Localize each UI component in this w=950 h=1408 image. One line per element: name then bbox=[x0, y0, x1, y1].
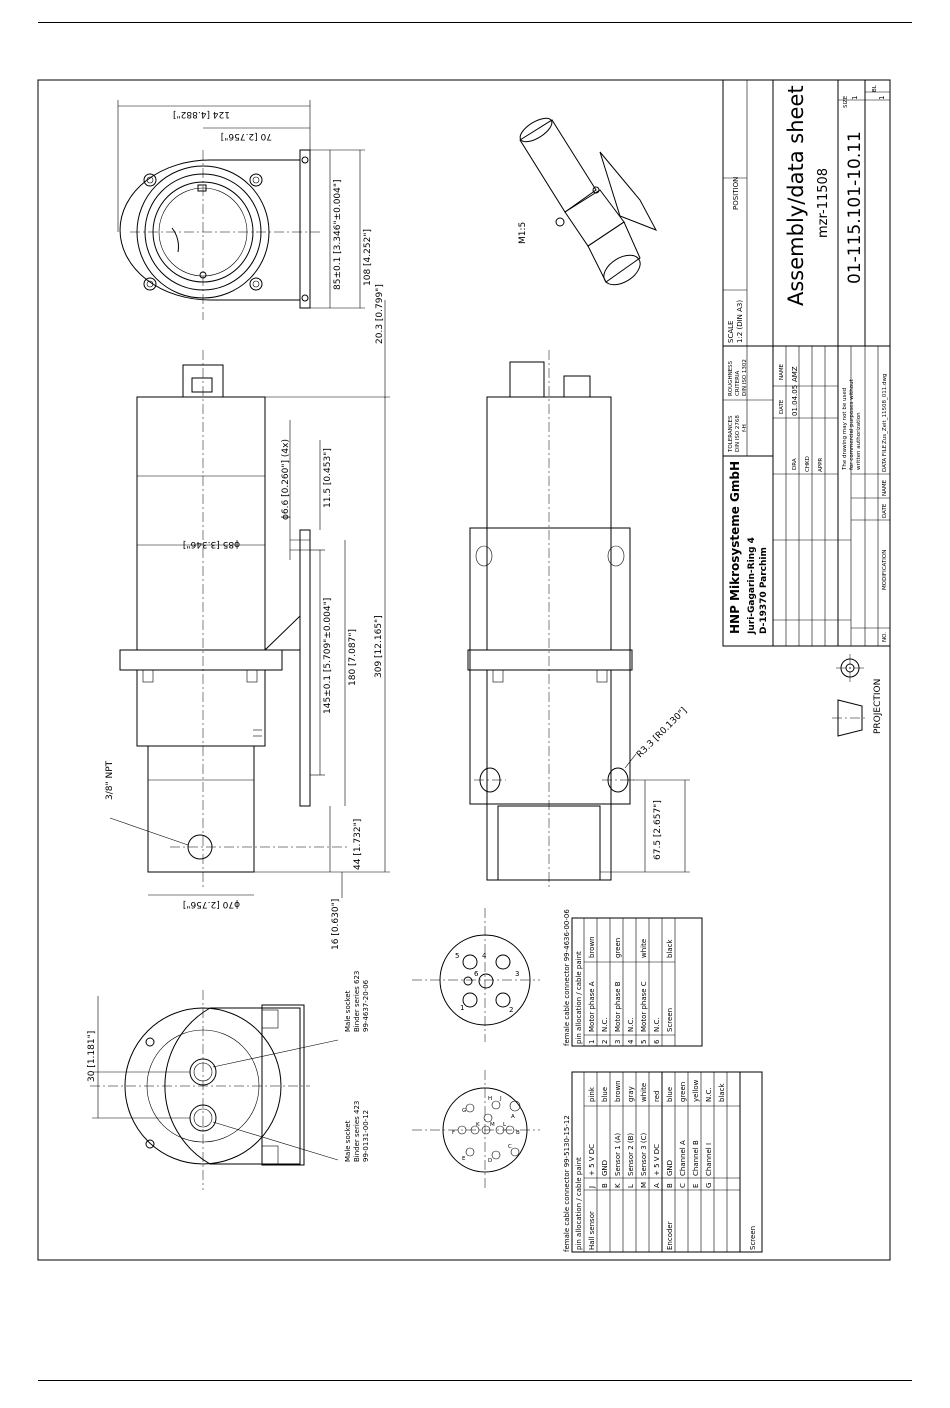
pin12-label-h: H bbox=[488, 1096, 493, 1102]
pin12-label-j: J bbox=[500, 1096, 502, 1102]
sensor-pin-color: gray bbox=[627, 1086, 635, 1102]
drawing-number: 01-115.101-10.11 bbox=[845, 131, 865, 284]
socket-labels bbox=[344, 971, 370, 1162]
isometric-view bbox=[516, 114, 656, 291]
end-view-top-dims bbox=[118, 100, 385, 398]
dim-124: 124 [4.882"] bbox=[173, 109, 230, 119]
sensor-pin-letter: L bbox=[627, 1184, 635, 1188]
motor-pin-number: 5 bbox=[640, 1039, 648, 1044]
motor-table-caption: female cable connector 99-4636-00-06 bbox=[563, 909, 571, 1046]
drawing-subtitle: mzr-11508 bbox=[816, 167, 831, 238]
sensor-pin-function: Sensor 1 (A) bbox=[614, 1132, 622, 1176]
sensor-pin-letter: G bbox=[705, 1182, 713, 1188]
sensor-pin-letter: E bbox=[692, 1183, 700, 1188]
motor-pin-color: green bbox=[614, 937, 622, 958]
tolerances-standard: DIN ISO 2768 bbox=[735, 415, 741, 452]
dim-70-top: 70 [2.756"] bbox=[220, 131, 272, 141]
dim-20-3: 20.3 [0.799"] bbox=[375, 284, 385, 344]
sensor-pin-letter: M bbox=[640, 1181, 648, 1188]
sensor-pin-color: brown bbox=[614, 1080, 622, 1102]
company-city: D-19370 Parchim bbox=[759, 547, 769, 634]
chkd-label: CHKD bbox=[805, 456, 811, 472]
dra-name: AMZ bbox=[791, 366, 799, 382]
iso-scale: M1:5 bbox=[518, 221, 528, 244]
scale-value: 1:2 (DIN A3) bbox=[736, 299, 744, 343]
sensor-pin-color: blue bbox=[601, 1086, 609, 1102]
dim-145-tolerance: 145±0.1 [5.709"±0.004"] bbox=[323, 597, 333, 714]
notice-line-3: written authorization bbox=[856, 412, 862, 470]
socket423-line3: 99-0131-00-12 bbox=[362, 1109, 370, 1162]
sensor-pin-function: + 5 V DC bbox=[588, 1143, 596, 1176]
motor-pin-number: 3 bbox=[614, 1039, 622, 1044]
pin12-label-e: E bbox=[462, 1156, 466, 1162]
date-label: DATE bbox=[779, 399, 785, 414]
size-label: SIZE bbox=[843, 95, 849, 108]
motor-pin-table bbox=[563, 909, 702, 1046]
socket423-line1: Male socket bbox=[344, 1120, 352, 1162]
dim-r3-3: R3.3 [R0.130"] bbox=[635, 705, 690, 761]
pin6-label-3: 3 bbox=[515, 970, 520, 978]
position-label: POSITION bbox=[732, 176, 740, 210]
pin12-label-a: A bbox=[511, 1114, 515, 1120]
pin12-label-c: C bbox=[508, 1144, 512, 1150]
motor-pin-function: Motor phase B bbox=[614, 981, 622, 1032]
dim-44: 44 [1.732"] bbox=[353, 818, 363, 870]
dim-85-tolerance: 85±0.1 [3.346"±0.004"] bbox=[333, 179, 343, 290]
projection-label: PROJECTION bbox=[873, 678, 883, 734]
motor-pin-color: white bbox=[640, 938, 648, 958]
sensor-table-header: pin allocation / cable paint bbox=[575, 1157, 583, 1250]
modification-label: MODIFICATION bbox=[882, 549, 888, 590]
sensor-pin-color: pink bbox=[588, 1087, 596, 1102]
company-name: HNP Mikrosysteme GmbH bbox=[728, 460, 742, 634]
motor-pin-number: 1 bbox=[588, 1039, 596, 1044]
pin6-label-6: 6 bbox=[474, 970, 479, 978]
pin6-label-2: 2 bbox=[509, 1006, 514, 1014]
dim-309: 309 [12.165"] bbox=[374, 615, 384, 678]
pin12-label-d: D bbox=[488, 1158, 493, 1164]
dra-label: DRA bbox=[792, 458, 798, 470]
connector-6pin-diagram bbox=[412, 908, 540, 1042]
sensor-pin-color: blue bbox=[666, 1086, 674, 1102]
pin6-label-5: 5 bbox=[455, 952, 460, 960]
roughness-criteria: CRITERIA bbox=[735, 370, 741, 396]
sensor-pin-color: yellow bbox=[692, 1079, 700, 1102]
sensor-pin-color: N.C. bbox=[705, 1087, 713, 1102]
motor-pin-color: black bbox=[666, 939, 674, 958]
sensor-pin-function: + 5 V DC bbox=[653, 1143, 661, 1176]
sensor-pin-function: Channel A bbox=[679, 1140, 687, 1176]
sensor-pin-table bbox=[563, 1072, 762, 1252]
name-label: NAME bbox=[779, 363, 785, 380]
front-side-view-dims bbox=[600, 706, 690, 872]
sensor-pin-function: Sensor 3 (C) bbox=[640, 1132, 648, 1176]
pin12-label-k: K bbox=[476, 1122, 480, 1128]
motor-pin-number: 4 bbox=[627, 1039, 635, 1044]
connector-12pin-diagram bbox=[412, 1070, 540, 1190]
motor-pin-function: Motor phase C bbox=[640, 981, 648, 1032]
group-hall-sensor: Hall sensor bbox=[588, 1211, 596, 1250]
end-view-bottom bbox=[87, 990, 338, 1190]
sheet-label: BL bbox=[872, 85, 878, 92]
roughness-standard: DIN ISO 1302 bbox=[742, 359, 748, 396]
dim-11-5: 11.5 [0.453"] bbox=[323, 448, 333, 508]
socket623-line3: 99-4637-20-06 bbox=[362, 979, 370, 1032]
sensor-pin-letter: C bbox=[679, 1183, 687, 1188]
motor-pin-function: Screen bbox=[666, 1007, 674, 1032]
sensor-pin-color: black bbox=[718, 1083, 726, 1102]
sensor-pin-function: GND bbox=[601, 1159, 609, 1176]
dra-date: 01.04.05 bbox=[791, 384, 799, 416]
tolerances-label: TOLERANCES bbox=[728, 415, 734, 452]
sensor-pin-letter: B bbox=[666, 1183, 674, 1188]
company-street: Juri-Gagarin-Ring 4 bbox=[747, 537, 757, 634]
pin6-label-1: 1 bbox=[460, 1004, 465, 1012]
sensor-pin-letter: B bbox=[601, 1183, 609, 1188]
pin12-label-b: B bbox=[516, 1130, 520, 1136]
roughness-label: ROUGHNESS bbox=[728, 360, 734, 396]
motor-pin-function: N.C. bbox=[627, 1017, 635, 1032]
sensor-pin-letter: J bbox=[588, 1185, 596, 1188]
motor-pin-number: 6 bbox=[653, 1039, 661, 1044]
sensor-pin-function: Channel I bbox=[705, 1142, 713, 1176]
sensor-pin-function: Sensor 2 (B) bbox=[627, 1132, 635, 1176]
sensor-pin-letter: K bbox=[614, 1183, 622, 1188]
notice-line-2: for commercial purposes without bbox=[849, 379, 855, 470]
npt-label: 3/8" NPT bbox=[105, 760, 115, 800]
socket423-line2: Binder series 423 bbox=[353, 1100, 361, 1162]
datafile-value: Zus_Zeit_11508_011.dwg bbox=[882, 373, 888, 444]
socket623-line2: Binder series 623 bbox=[353, 970, 361, 1032]
pin12-label-m: M bbox=[490, 1122, 495, 1128]
motor-table-header: pin allocation / cable paint bbox=[575, 951, 583, 1044]
sensor-pin-color: green bbox=[679, 1081, 687, 1102]
appr-label: APPR bbox=[818, 457, 824, 472]
dim-180: 180 [7.087"] bbox=[348, 629, 358, 686]
sensor-pin-color: white bbox=[640, 1082, 648, 1102]
projection-symbol bbox=[832, 654, 883, 736]
sensor-table-caption: female cable connector 99-5130-15-12 bbox=[563, 1115, 571, 1252]
drawing-title: Assembly/data sheet bbox=[784, 85, 808, 306]
motor-pin-color: brown bbox=[588, 936, 596, 958]
sensor-pin-function: Channel B bbox=[692, 1140, 700, 1176]
name-label-bottom: NAME bbox=[882, 479, 888, 496]
end-view-top bbox=[120, 150, 320, 320]
dim-6-6-holes: ϕ6.6 [0.260"] (4x) bbox=[281, 439, 291, 520]
scale-label: SCALE bbox=[727, 320, 735, 343]
tolerances-class: f-H bbox=[742, 424, 748, 432]
pin12-label-f: F bbox=[452, 1130, 456, 1136]
dim-16: 16 [0.630"] bbox=[331, 898, 341, 950]
motor-pin-function: N.C. bbox=[601, 1017, 609, 1032]
pin12-label-g: G bbox=[462, 1108, 467, 1114]
side-view bbox=[120, 350, 350, 890]
front-side-view bbox=[468, 350, 634, 890]
dim-67-5: 67.5 [2.657"] bbox=[653, 800, 663, 860]
motor-pin-number: 2 bbox=[601, 1039, 609, 1044]
size-value: 1 bbox=[851, 95, 859, 100]
group-encoder: Encoder bbox=[666, 1221, 674, 1250]
dim-85-diameter: ϕ85 [3.346"] bbox=[182, 539, 240, 549]
group-screen: Screen bbox=[749, 1225, 757, 1250]
date-label-bottom: DATE bbox=[882, 503, 888, 518]
dim-30: 30 [1.181"] bbox=[87, 1030, 97, 1082]
title-block bbox=[723, 80, 890, 646]
pin12-label-l: L bbox=[503, 1122, 507, 1128]
sheet-value: 1 bbox=[878, 95, 886, 100]
sensor-pin-letter: A bbox=[653, 1183, 661, 1188]
dim-108: 108 [4.252"] bbox=[363, 229, 373, 286]
sensor-pin-color: red bbox=[653, 1090, 661, 1102]
dim-70-diameter: ϕ70 [2.756"] bbox=[182, 899, 240, 909]
pin6-label-4: 4 bbox=[482, 952, 487, 960]
motor-pin-function: N.C. bbox=[653, 1017, 661, 1032]
sensor-pin-function: GND bbox=[666, 1159, 674, 1176]
motor-pin-function: Motor phase A bbox=[588, 981, 596, 1032]
socket623-line1: Male socket bbox=[344, 990, 352, 1032]
notice-line-1: The drawing may not be used bbox=[842, 387, 848, 470]
no-label: NO. bbox=[882, 632, 888, 642]
datafile-label: DATA FILE bbox=[882, 444, 888, 472]
